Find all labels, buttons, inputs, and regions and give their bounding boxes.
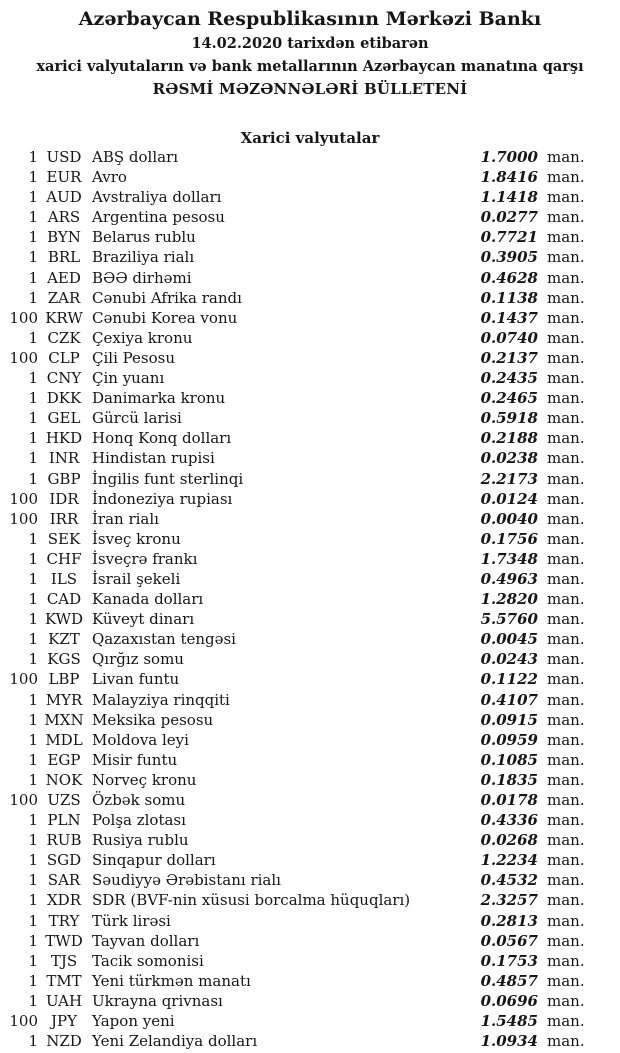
currency-code-cell: MYR xyxy=(45,690,83,709)
effective-date: 14.02.2020 tarixdən etibarən xyxy=(191,35,429,52)
currency-code-cell: BRL xyxy=(47,248,81,267)
unit-cell: man. xyxy=(547,228,585,247)
currency-name-cell: Avro xyxy=(92,168,127,187)
rate-cell: 0.0696 xyxy=(480,991,538,1010)
table-row xyxy=(0,409,620,429)
currency-name-cell: SDR (BVF-nin xüsusi borcalma hüquqları) xyxy=(92,891,411,910)
currency-code-cell: GEL xyxy=(47,409,81,428)
table-row xyxy=(0,389,620,409)
currency-code-cell: NOK xyxy=(45,770,83,789)
unit-cell: man. xyxy=(547,268,585,287)
currency-name-cell: Yapon yeni xyxy=(92,1012,175,1031)
quantity-cell: 1 xyxy=(28,549,38,568)
currency-name-cell: Yeni türkmən manatı xyxy=(92,971,251,990)
table-row xyxy=(0,228,620,248)
table-row xyxy=(0,791,620,811)
quantity-cell: 1 xyxy=(28,871,38,890)
currency-code-cell: TMT xyxy=(46,971,82,990)
table-row xyxy=(0,1032,620,1052)
rate-cell: 0.4963 xyxy=(480,569,538,588)
table-row xyxy=(0,269,620,289)
currency-name-cell: Səudiyyə Ərəbistanı rialı xyxy=(92,871,281,890)
unit-cell: man. xyxy=(547,208,585,227)
currency-name-cell: Braziliya rialı xyxy=(92,248,195,267)
currency-code-cell: CAD xyxy=(46,590,82,609)
currency-code-cell: TJS xyxy=(50,951,78,970)
quantity-cell: 1 xyxy=(28,770,38,789)
currency-code-cell: DKK xyxy=(46,389,82,408)
currency-name-cell: Küveyt dinarı xyxy=(92,610,195,629)
quantity-cell: 1 xyxy=(28,228,38,247)
rate-cell: 0.1085 xyxy=(480,750,538,769)
table-row xyxy=(0,912,620,932)
unit-cell: man. xyxy=(547,630,585,649)
rate-cell: 0.7721 xyxy=(480,228,538,247)
quantity-cell: 1 xyxy=(28,590,38,609)
currency-name-cell: BƏƏ dirhəmi xyxy=(92,268,192,287)
quantity-cell: 1 xyxy=(28,469,38,488)
quantity-cell: 1 xyxy=(28,730,38,749)
table-row xyxy=(0,771,620,791)
currency-code-cell: SAR xyxy=(47,871,81,890)
currency-name-cell: Gürcü larisi xyxy=(92,409,182,428)
rate-cell: 0.4336 xyxy=(480,811,538,830)
unit-cell: man. xyxy=(547,308,585,327)
quantity-cell: 1 xyxy=(28,650,38,669)
currency-name-cell: Türk lirəsi xyxy=(92,911,171,930)
table-row xyxy=(0,650,620,670)
rate-cell: 1.7348 xyxy=(480,549,538,568)
currency-code-cell: BYN xyxy=(47,228,81,247)
currency-name-cell: Rusiya rublu xyxy=(92,831,189,850)
currency-code-cell: AED xyxy=(47,268,81,287)
quantity-cell: 1 xyxy=(28,529,38,548)
rate-cell: 0.4532 xyxy=(480,871,538,890)
rate-cell: 2.3257 xyxy=(480,891,538,910)
quantity-cell: 1 xyxy=(28,328,38,347)
quantity-cell: 100 xyxy=(9,670,38,689)
quantity-cell: 1 xyxy=(28,248,38,267)
rate-cell: 0.1753 xyxy=(480,951,538,970)
table-row xyxy=(0,208,620,228)
currency-code-cell: GBP xyxy=(47,469,81,488)
rate-cell: 5.5760 xyxy=(480,610,538,629)
currency-name-cell: İsveç kronu xyxy=(92,529,181,548)
rate-cell: 1.5485 xyxy=(480,1012,538,1031)
currency-code-cell: XDR xyxy=(47,891,81,910)
currency-name-cell: Tayvan dolları xyxy=(92,931,200,950)
unit-cell: man. xyxy=(547,730,585,749)
currency-code-cell: IRR xyxy=(49,509,79,528)
rate-cell: 0.1437 xyxy=(480,308,538,327)
currency-code-cell: CHF xyxy=(46,549,82,568)
currency-name-cell: Belarus rublu xyxy=(92,228,196,247)
currency-code-cell: PLN xyxy=(47,811,81,830)
currency-name-cell: Avstraliya dolları xyxy=(92,188,222,207)
currency-code-cell: USD xyxy=(46,148,82,166)
quantity-cell: 1 xyxy=(28,208,38,227)
currency-code-cell: RUB xyxy=(46,831,82,850)
unit-cell: man. xyxy=(547,791,585,809)
currency-code-cell: ZAR xyxy=(47,288,81,307)
bulletin-title: RƏSMİ MƏZƏNNƏLƏRİ BÜLLETENİ xyxy=(152,80,468,98)
table-row xyxy=(0,932,620,952)
currency-name-cell: Çin yuanı xyxy=(92,369,165,388)
unit-cell: man. xyxy=(547,690,585,709)
table-row xyxy=(0,670,620,690)
currency-name-cell: Argentina pesosu xyxy=(92,208,225,227)
currency-name-cell: Ukrayna qrivnası xyxy=(92,991,223,1010)
currency-code-cell: TWD xyxy=(45,931,83,950)
quantity-cell: 1 xyxy=(28,831,38,850)
rate-cell: 0.2137 xyxy=(480,348,538,367)
currency-code-cell: SEK xyxy=(47,529,81,548)
currency-name-cell: Meksika pesosu xyxy=(92,710,214,729)
table-row xyxy=(0,369,620,389)
table-row xyxy=(0,691,620,711)
unit-cell: man. xyxy=(547,971,585,990)
table-row xyxy=(0,470,620,490)
rate-cell: 1.7000 xyxy=(480,148,538,166)
currency-code-cell: SGD xyxy=(46,851,82,870)
unit-cell: man. xyxy=(547,991,585,1010)
quantity-cell: 1 xyxy=(28,931,38,950)
currency-name-cell: ABŞ dolları xyxy=(92,148,179,166)
rate-cell: 1.1418 xyxy=(480,188,538,207)
rate-cell: 0.0238 xyxy=(480,449,538,468)
currency-name-cell: Malayziya rinqqiti xyxy=(92,690,230,709)
currency-name-cell: Honq Konq dolları xyxy=(92,429,232,448)
table-row xyxy=(0,168,620,188)
rate-cell: 0.4107 xyxy=(480,690,538,709)
rate-cell: 0.0178 xyxy=(480,791,538,809)
quantity-cell: 100 xyxy=(9,348,38,367)
currency-code-cell: KWD xyxy=(44,610,84,629)
currency-code-cell: KRW xyxy=(45,308,83,327)
currency-name-cell: Norveç kronu xyxy=(92,770,197,789)
unit-cell: man. xyxy=(547,409,585,428)
quantity-cell: 100 xyxy=(9,489,38,508)
table-row xyxy=(0,148,620,168)
quantity-cell: 1 xyxy=(28,148,38,166)
quantity-cell: 100 xyxy=(9,791,38,809)
table-row xyxy=(0,570,620,590)
currency-name-cell: Çili Pesosu xyxy=(92,348,176,367)
unit-cell: man. xyxy=(547,650,585,669)
table-row xyxy=(0,972,620,992)
unit-cell: man. xyxy=(547,931,585,950)
rate-cell: 0.1138 xyxy=(480,288,538,307)
currency-code-cell: TRY xyxy=(48,911,80,930)
unit-cell: man. xyxy=(547,288,585,307)
table-row xyxy=(0,550,620,570)
unit-cell: man. xyxy=(547,569,585,588)
rate-cell: 0.0243 xyxy=(480,650,538,669)
rate-cell: 0.0740 xyxy=(480,328,538,347)
unit-cell: man. xyxy=(547,509,585,528)
unit-cell: man. xyxy=(547,348,585,367)
rate-cell: 0.0277 xyxy=(480,208,538,227)
currency-code-cell: CNY xyxy=(46,369,82,388)
quantity-cell: 1 xyxy=(28,268,38,287)
unit-cell: man. xyxy=(547,389,585,408)
unit-cell: man. xyxy=(547,831,585,850)
currency-name-cell: Cənubi Afrika randı xyxy=(92,288,242,307)
unit-cell: man. xyxy=(547,489,585,508)
currency-name-cell: Cənubi Korea vonu xyxy=(92,308,238,327)
currency-name-cell: İsveçrə frankı xyxy=(92,549,198,568)
rate-cell: 0.0268 xyxy=(480,831,538,850)
unit-cell: man. xyxy=(547,449,585,468)
quantity-cell: 1 xyxy=(28,911,38,930)
currency-code-cell: ILS xyxy=(50,569,78,588)
quantity-cell: 1 xyxy=(28,690,38,709)
currency-name-cell: Danimarka kronu xyxy=(92,389,226,408)
quantity-cell: 1 xyxy=(28,288,38,307)
quantity-cell: 1 xyxy=(28,811,38,830)
currency-code-cell: KGS xyxy=(47,650,81,669)
unit-cell: man. xyxy=(547,429,585,448)
quantity-cell: 1 xyxy=(28,851,38,870)
rate-cell: 0.2465 xyxy=(480,389,538,408)
unit-cell: man. xyxy=(547,951,585,970)
quantity-cell: 1 xyxy=(28,429,38,448)
table-row xyxy=(0,952,620,972)
unit-cell: man. xyxy=(547,851,585,870)
quantity-cell: 1 xyxy=(28,188,38,207)
quantity-cell: 1 xyxy=(28,750,38,769)
currency-code-cell: MXN xyxy=(44,710,84,729)
table-row xyxy=(0,891,620,911)
unit-cell: man. xyxy=(547,369,585,388)
currency-name-cell: Çexiya kronu xyxy=(92,328,193,347)
table-row xyxy=(0,731,620,751)
quantity-cell: 1 xyxy=(28,168,38,187)
rate-cell: 0.5918 xyxy=(480,409,538,428)
unit-cell: man. xyxy=(547,1032,585,1051)
unit-cell: man. xyxy=(547,168,585,187)
currency-code-cell: MDL xyxy=(45,730,83,749)
table-row xyxy=(0,831,620,851)
unit-cell: man. xyxy=(547,710,585,729)
currency-code-cell: LBP xyxy=(48,670,80,689)
currency-code-cell: AUD xyxy=(46,188,82,207)
currency-code-cell: HKD xyxy=(45,429,83,448)
table-row xyxy=(0,429,620,449)
unit-cell: man. xyxy=(547,811,585,830)
table-row xyxy=(0,289,620,309)
unit-cell: man. xyxy=(547,248,585,267)
quantity-cell: 100 xyxy=(9,509,38,528)
table-row xyxy=(0,851,620,871)
unit-cell: man. xyxy=(547,770,585,789)
table-row xyxy=(0,811,620,831)
unit-cell: man. xyxy=(547,549,585,568)
currency-code-cell: UAH xyxy=(45,991,83,1010)
unit-cell: man. xyxy=(547,670,585,689)
currency-code-cell: UZS xyxy=(47,791,81,809)
rate-cell: 0.1122 xyxy=(480,670,538,689)
quantity-cell: 1 xyxy=(28,389,38,408)
unit-cell: man. xyxy=(547,891,585,910)
unit-cell: man. xyxy=(547,590,585,609)
table-row xyxy=(0,711,620,731)
quantity-cell: 1 xyxy=(28,991,38,1010)
currency-code-cell: NZD xyxy=(46,1032,82,1051)
quantity-cell: 1 xyxy=(28,369,38,388)
quantity-cell: 1 xyxy=(28,569,38,588)
rate-cell: 0.2188 xyxy=(480,429,538,448)
currency-code-cell: KZT xyxy=(48,630,80,649)
currency-code-cell: EGP xyxy=(47,750,81,769)
quantity-cell: 1 xyxy=(28,891,38,910)
rates-table xyxy=(0,148,620,1052)
currency-name-cell: İsrail şekeli xyxy=(92,569,181,588)
rate-cell: 0.0040 xyxy=(480,509,538,528)
currency-name-cell: Özbək somu xyxy=(92,791,186,809)
unit-cell: man. xyxy=(547,610,585,629)
rate-cell: 0.0045 xyxy=(480,630,538,649)
currency-name-cell: İngilis funt sterlinqi xyxy=(92,469,244,488)
table-row xyxy=(0,630,620,650)
unit-cell: man. xyxy=(547,148,585,166)
quantity-cell: 1 xyxy=(28,1032,38,1051)
bulletin-subtitle: xarici valyutaların və bank metallarının Azərbaycan manatına qarşı xyxy=(36,58,584,75)
currency-name-cell: Misir funtu xyxy=(92,750,178,769)
rate-cell: 1.2234 xyxy=(480,851,538,870)
rate-cell: 0.4857 xyxy=(480,971,538,990)
quantity-cell: 1 xyxy=(28,610,38,629)
unit-cell: man. xyxy=(547,1012,585,1031)
table-row xyxy=(0,590,620,610)
currency-name-cell: Tacik somonisi xyxy=(92,951,204,970)
rate-cell: 0.4628 xyxy=(480,268,538,287)
currency-code-cell: CZK xyxy=(47,328,81,347)
currency-code-cell: JPY xyxy=(50,1012,77,1031)
currency-name-cell: Qırğız somu xyxy=(92,650,184,669)
currency-name-cell: Sinqapur dolları xyxy=(92,851,216,870)
rate-cell: 1.0934 xyxy=(480,1032,538,1051)
section-title-foreign-currencies: Xarici valyutalar xyxy=(240,129,380,147)
currency-code-cell: INR xyxy=(48,449,80,468)
table-row xyxy=(0,490,620,510)
unit-cell: man. xyxy=(547,328,585,347)
currency-name-cell: Polşa zlotası xyxy=(92,811,186,830)
rate-cell: 0.2813 xyxy=(480,911,538,930)
table-row xyxy=(0,309,620,329)
table-row xyxy=(0,992,620,1012)
table-row xyxy=(0,188,620,208)
currency-name-cell: Hindistan rupisi xyxy=(92,449,215,468)
unit-cell: man. xyxy=(547,469,585,488)
currency-code-cell: ARS xyxy=(47,208,81,227)
table-row xyxy=(0,530,620,550)
bank-title: Azərbaycan Respublikasının Mərkəzi Bankı xyxy=(78,8,542,30)
unit-cell: man. xyxy=(547,871,585,890)
table-row xyxy=(0,610,620,630)
rate-cell: 0.0567 xyxy=(480,931,538,950)
table-row xyxy=(0,510,620,530)
currency-code-cell: EUR xyxy=(46,168,82,187)
quantity-cell: 1 xyxy=(28,449,38,468)
table-row xyxy=(0,248,620,268)
table-row xyxy=(0,329,620,349)
currency-name-cell: Moldova leyi xyxy=(92,730,189,749)
table-row xyxy=(0,449,620,469)
unit-cell: man. xyxy=(547,911,585,930)
currency-name-cell: Qazaxıstan tengəsi xyxy=(92,630,236,649)
rate-cell: 0.1835 xyxy=(480,770,538,789)
quantity-cell: 1 xyxy=(28,409,38,428)
rate-cell: 0.0959 xyxy=(480,730,538,749)
currency-name-cell: Kanada dolları xyxy=(92,590,204,609)
unit-cell: man. xyxy=(547,529,585,548)
rate-cell: 1.8416 xyxy=(480,168,538,187)
table-row xyxy=(0,871,620,891)
table-row xyxy=(0,1012,620,1032)
rate-cell: 0.0124 xyxy=(480,489,538,508)
rate-cell: 0.0915 xyxy=(480,710,538,729)
quantity-cell: 1 xyxy=(28,951,38,970)
table-row xyxy=(0,751,620,771)
quantity-cell: 100 xyxy=(9,308,38,327)
currency-name-cell: İran rialı xyxy=(92,509,159,528)
table-row xyxy=(0,349,620,369)
unit-cell: man. xyxy=(547,750,585,769)
unit-cell: man. xyxy=(547,188,585,207)
rate-cell: 0.2435 xyxy=(480,369,538,388)
rate-cell: 2.2173 xyxy=(480,469,538,488)
currency-code-cell: CLP xyxy=(48,348,80,367)
rate-cell: 0.3905 xyxy=(480,248,538,267)
currency-name-cell: Livan funtu xyxy=(92,670,180,689)
currency-name-cell: İndoneziya rupiası xyxy=(92,489,233,508)
rate-cell: 1.2820 xyxy=(480,590,538,609)
quantity-cell: 1 xyxy=(28,710,38,729)
currency-name-cell: Yeni Zelandiya dolları xyxy=(92,1032,258,1051)
rate-cell: 0.1756 xyxy=(480,529,538,548)
currency-code-cell: IDR xyxy=(49,489,79,508)
quantity-cell: 100 xyxy=(9,1012,38,1031)
quantity-cell: 1 xyxy=(28,630,38,649)
quantity-cell: 1 xyxy=(28,971,38,990)
